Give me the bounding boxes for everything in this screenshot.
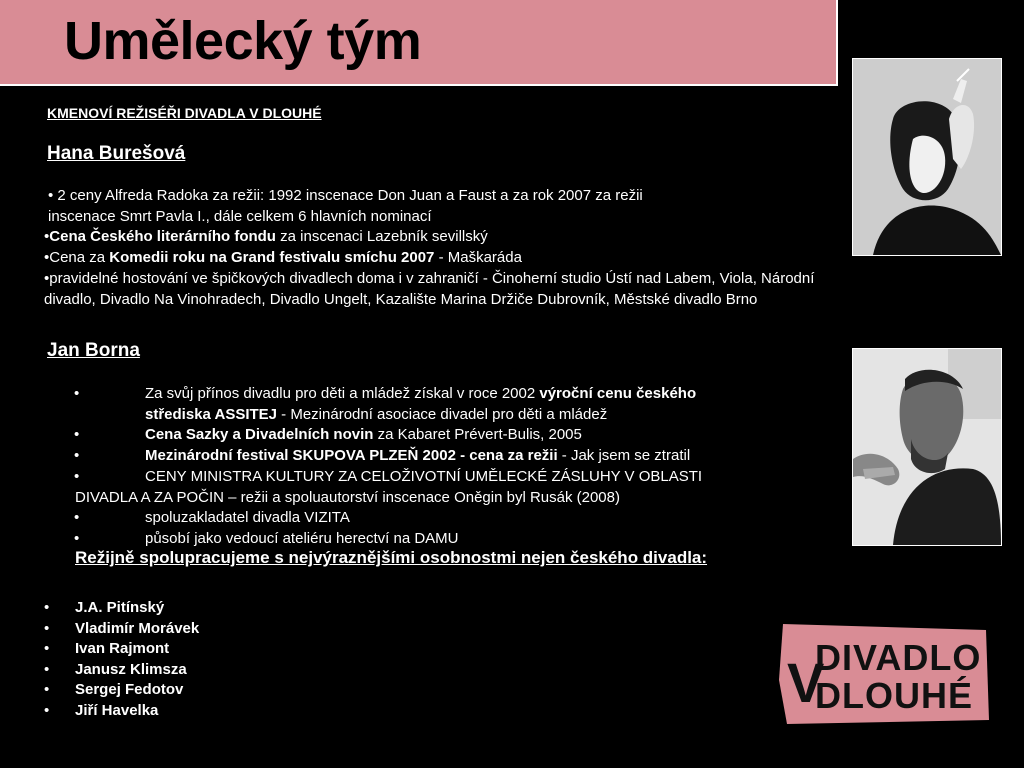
list-item-continuation: střediska ASSITEJ - Mezinárodní asociace divadel pro děti a mládež [145, 405, 608, 423]
person-name-hana: Hana Burešová [47, 143, 186, 164]
list-item: • Jiří Havelka [44, 701, 159, 719]
list-item-continuation: DIVADLA A ZA POČIN – režii a spoluautorství inscenace Oněgin byl Rusák (2008) [75, 488, 620, 506]
logo-line2: DLOUHÉ [815, 675, 973, 716]
page-title: Umělecký tým [64, 11, 422, 71]
list-item: • Vladimír Morávek [44, 619, 200, 637]
directors-list [44, 598, 199, 722]
list-item: • Janusz Klimsza [44, 660, 187, 678]
list-item: • působí jako vedoucí ateliéru herectví na DAMU [74, 529, 459, 547]
list-item: • Ivan Rajmont [44, 640, 170, 658]
list-item: • Za svůj přínos divadlu pro děti a mládež získal v roce 2002 výroční cenu českého [74, 385, 697, 402]
list-item: • Sergej Fedotov [44, 681, 184, 699]
hana-portrait-image [853, 59, 1001, 255]
list-item: • J.A. Pitínský [44, 599, 165, 616]
jan-awards-list [48, 384, 702, 550]
jan-photo [852, 348, 1002, 546]
hana-photo [852, 58, 1002, 256]
hana-awards [44, 186, 814, 310]
hana-line: • 2 ceny Alfreda Radoka za režii: 1992 inscenace Don Juan a Faust a za rok 2007 za režii [48, 187, 643, 204]
jan-portrait-image [853, 349, 1001, 545]
divadlo-dlouhe-logo [777, 620, 992, 726]
hana-line: divadlo, Divadlo Na Vinohradech, Divadlo Ungelt, Kazalište Marina Držiče Dubrovník, Městské divadlo Brno [44, 290, 758, 308]
section-label: KMENOVÍ REŽISÉŘI DIVADLA V DLOUHÉ [47, 105, 322, 121]
hana-line: •pravidelné hostování ve špičkových divadlech doma i v zahraničí - Činoherní studio Ústí nad Labem, Viola, Národní [44, 269, 815, 287]
list-item: • Cena Sazky a Divadelních novin za Kabaret Prévert-Bulis, 2005 [74, 426, 582, 444]
list-item: • Mezinárodní festival SKUPOVA PLZEŇ 2002 - cena za režii - Jak jsem se ztratil [74, 447, 691, 465]
list-item: • CENY MINISTRA KULTURY ZA CELOŽIVOTNÍ UMĚLECKÉ ZÁSLUHY V OBLASTI [74, 467, 703, 485]
hana-line: inscenace Smrt Pavla I., dále celkem 6 hlavních nominací [48, 207, 432, 225]
title-bar [0, 0, 838, 86]
cooperation-heading: Režijně spolupracujeme s nejvýraznějšími osobnostmi nejen českého divadla: [75, 548, 708, 567]
hana-line: •Cena Českého literárního fondu za inscenaci Lazebník sevillský [44, 228, 488, 246]
hana-line: •Cena za Komedii roku na Grand festivalu smíchu 2007 - Maškaráda [44, 249, 522, 267]
list-item: • spoluzakladatel divadla VIZITA [74, 509, 350, 527]
person-name-jan: Jan Borna [47, 340, 140, 361]
logo-line1: DIVADLO [815, 637, 982, 678]
logo-letter-v: V [787, 651, 825, 714]
